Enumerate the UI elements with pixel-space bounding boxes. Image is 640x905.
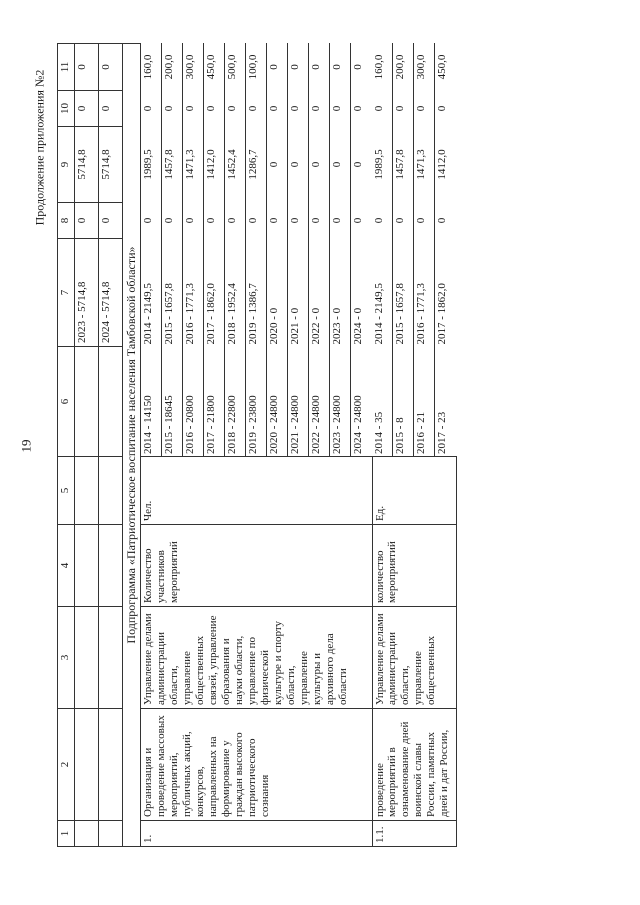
table-row	[75, 44, 99, 847]
list-item: 2015 - 1657,8	[393, 239, 414, 347]
table-row	[372, 44, 456, 847]
list-item: 2018 - 1952,4	[225, 239, 246, 347]
list-item: 2024 - 0	[352, 307, 364, 345]
list-item: 0	[225, 203, 246, 239]
list-item: 2016 - 1771,3	[183, 239, 204, 347]
program-table	[57, 43, 457, 847]
table-row	[141, 44, 373, 847]
row-number: 1.	[141, 821, 373, 847]
list-item: 1412,0	[436, 149, 448, 180]
list-item: 100,0	[246, 44, 267, 91]
header-col-10: 10	[58, 91, 75, 127]
cell-c7: 2023 - 5714,8	[75, 239, 99, 347]
cell-c9: 5714,8	[99, 127, 123, 203]
list-item: 0	[436, 105, 448, 112]
list-item: 1457,8	[162, 127, 183, 203]
list-item: 0	[330, 203, 351, 239]
activity-name: проведение мероприятий в ознаменование дней воинской славы России, памятных дней и дат России,	[372, 709, 456, 821]
list-item: 2017 - 23	[436, 411, 448, 454]
header-col-8: 8	[58, 203, 75, 239]
list-item: 0	[288, 44, 309, 91]
list-item: 2021 - 24800	[288, 347, 309, 457]
list-item: 450,0	[436, 54, 448, 80]
list-item: 2020 - 24800	[267, 347, 288, 457]
col7-stack	[372, 239, 456, 347]
subprogram-title: Подпрограмма «Патриотическое воспитание населения Тамбовской области»	[123, 44, 141, 847]
list-item: 1286,7	[246, 127, 267, 203]
list-item: 0	[183, 91, 204, 127]
appendix-label: Продолжение приложения №2	[32, 69, 47, 226]
col10-stack	[141, 91, 372, 127]
list-item: 2024 - 24800	[352, 395, 364, 454]
list-item: 200,0	[393, 44, 414, 91]
cell-c10: 0	[75, 91, 99, 127]
cell-c10: 0	[99, 91, 123, 127]
executor: Управление делами администрации области, управление общественных связей, управление образования и науки области, управление по физической культуре и спорту области, управление культуры и архивного дела области	[141, 607, 373, 709]
list-item: 300,0	[414, 44, 435, 91]
list-item: 1989,5	[141, 127, 162, 203]
list-item: 0	[225, 91, 246, 127]
header-col-2: 2	[58, 709, 75, 821]
activity-name: Организация и проведение массовых мероприятий, публичных акций, конкурсов, направленных на формирование у граждан высокого патриотического сознания	[141, 709, 373, 821]
list-item: 1989,5	[372, 127, 393, 203]
list-item: 2015 - 8	[393, 347, 414, 457]
list-item: 1412,0	[204, 127, 225, 203]
list-item: 0	[309, 203, 330, 239]
list-item: 2015 - 1657,8	[162, 239, 183, 347]
list-item: 500,0	[225, 44, 246, 91]
list-item: 0	[183, 203, 204, 239]
indicator: Количество участников мероприятий	[141, 525, 373, 607]
header-col-3: 3	[58, 607, 75, 709]
list-item: 0	[352, 64, 364, 70]
list-item: 2023 - 0	[330, 239, 351, 347]
list-item: 1471,3	[414, 127, 435, 203]
list-item: 2017 - 21800	[204, 347, 225, 457]
list-item: 2016 - 20800	[183, 347, 204, 457]
rotated-table	[57, 44, 563, 847]
col8-stack	[372, 203, 456, 239]
list-item: 0	[141, 203, 162, 239]
list-item: 2023 - 24800	[330, 347, 351, 457]
list-item: 0	[267, 91, 288, 127]
list-item: 2016 - 1771,3	[414, 239, 435, 347]
unit: Чел.	[141, 457, 373, 525]
list-item: 0	[162, 203, 183, 239]
list-item: 160,0	[141, 44, 162, 91]
list-item: 2014 - 2149,5	[141, 239, 162, 347]
list-item: 2018 - 22800	[225, 347, 246, 457]
col11-stack	[141, 44, 372, 91]
col9-stack	[372, 127, 456, 203]
table-row	[99, 44, 123, 847]
list-item: 2020 - 0	[267, 239, 288, 347]
list-item: 200,0	[162, 44, 183, 91]
header-col-11: 11	[58, 44, 75, 91]
list-item: 0	[267, 203, 288, 239]
list-item: 0	[352, 217, 364, 224]
list-item: 1452,4	[225, 127, 246, 203]
cell-c8: 0	[99, 203, 123, 239]
header-row	[58, 44, 75, 847]
list-item: 2017 - 1862,0	[436, 283, 448, 345]
list-item: 0	[414, 91, 435, 127]
list-item: 0	[309, 44, 330, 91]
page-number: 19	[18, 439, 34, 453]
list-item: 0	[309, 127, 330, 203]
list-item: 1457,8	[393, 127, 414, 203]
header-col-5: 5	[58, 457, 75, 525]
list-item: 2015 - 18645	[162, 347, 183, 457]
unit: Ед.	[372, 457, 456, 525]
header-col-7: 7	[58, 239, 75, 347]
list-item: 1471,3	[183, 127, 204, 203]
list-item: 0	[246, 91, 267, 127]
header-col-9: 9	[58, 127, 75, 203]
header-col-1: 1	[58, 821, 75, 847]
list-item: 450,0	[204, 44, 225, 91]
list-item: 0	[267, 127, 288, 203]
list-item: 0	[267, 44, 288, 91]
row-number: 1.1.	[372, 821, 456, 847]
list-item: 0	[288, 127, 309, 203]
list-item: 2019 - 1386,7	[246, 239, 267, 347]
list-item: 0	[204, 91, 225, 127]
subprogram-row	[123, 44, 141, 847]
col6-stack	[141, 347, 372, 457]
cell-c7: 2024 - 5714,8	[99, 239, 123, 347]
list-item: 0	[372, 203, 393, 239]
list-item: 0	[309, 91, 330, 127]
col6-stack	[372, 347, 456, 457]
list-item: 2019 - 23800	[246, 347, 267, 457]
list-item: 0	[414, 203, 435, 239]
list-item: 0	[288, 91, 309, 127]
list-item: 160,0	[372, 44, 393, 91]
list-item: 2014 - 35	[372, 347, 393, 457]
list-item: 2014 - 2149,5	[372, 239, 393, 347]
executor: Управление делами администрации области, управление общественных	[372, 607, 456, 709]
header-col-6: 6	[58, 347, 75, 457]
list-item: 300,0	[183, 44, 204, 91]
cell-c11: 0	[99, 44, 123, 91]
col11-stack	[372, 44, 456, 91]
list-item: 0	[372, 91, 393, 127]
cell-c11: 0	[75, 44, 99, 91]
list-item: 0	[352, 105, 364, 112]
list-item: 0	[141, 91, 162, 127]
list-item: 0	[204, 203, 225, 239]
list-item: 2022 - 0	[309, 239, 330, 347]
list-item: 0	[288, 203, 309, 239]
list-item: 0	[330, 127, 351, 203]
list-item: 2022 - 24800	[309, 347, 330, 457]
list-item: 2014 - 14150	[141, 347, 162, 457]
cell-c9: 5714,8	[75, 127, 99, 203]
list-item: 0	[352, 161, 364, 168]
col9-stack	[141, 127, 372, 203]
header-col-4: 4	[58, 525, 75, 607]
list-item: 0	[330, 91, 351, 127]
list-item: 0	[393, 203, 414, 239]
col7-stack	[141, 239, 372, 347]
cell-c8: 0	[75, 203, 99, 239]
col8-stack	[141, 203, 372, 239]
list-item: 2017 - 1862,0	[204, 239, 225, 347]
list-item: 0	[436, 217, 448, 224]
col10-stack	[372, 91, 456, 127]
list-item: 0	[246, 203, 267, 239]
list-item: 2016 - 21	[414, 347, 435, 457]
indicator: количество мероприятий	[372, 525, 456, 607]
list-item: 0	[162, 91, 183, 127]
list-item: 2021 - 0	[288, 239, 309, 347]
list-item: 0	[393, 91, 414, 127]
list-item: 0	[330, 44, 351, 91]
